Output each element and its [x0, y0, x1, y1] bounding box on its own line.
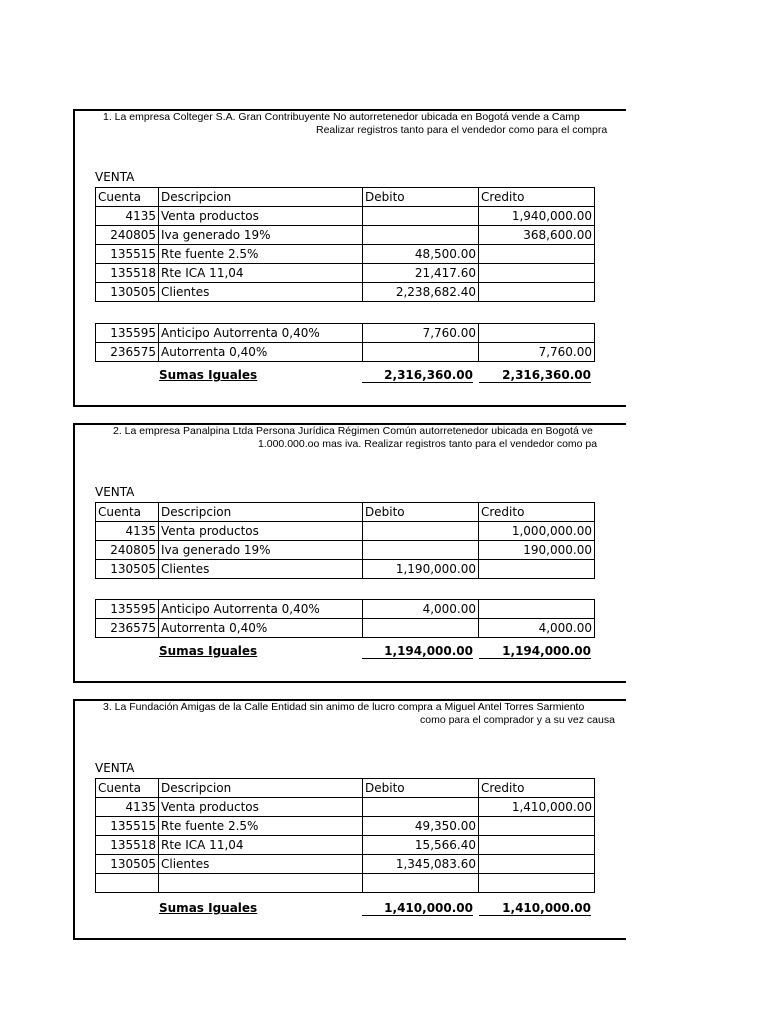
table-row — [96, 836, 595, 855]
table-header-row — [96, 503, 595, 522]
table-row — [96, 226, 595, 245]
header-descripcion: Descripcion — [159, 503, 363, 522]
exercise-statement-line1: 3. La Fundación Amigas de la Calle Entidad sin animo de lucro compra a Miguel Antel Torres Sarmiento — [103, 701, 585, 713]
cell-cuenta: 130505 — [96, 283, 159, 302]
cell-descripcion: Rte fuente 2.5% — [159, 817, 363, 836]
cell-debito: 1,190,000.00 — [363, 560, 479, 579]
header-credito: Credito — [479, 779, 595, 798]
cell-credito — [479, 836, 595, 855]
cell-descripcion: Venta productos — [159, 522, 363, 541]
venta-label: VENTA — [95, 761, 135, 775]
header-cuenta: Cuenta — [96, 503, 159, 522]
table-row — [96, 541, 595, 560]
cell-credito: 190,000.00 — [479, 541, 595, 560]
cell-cuenta: 240805 — [96, 541, 159, 560]
exercise-section-1 — [73, 109, 626, 407]
cell-descripcion: Clientes — [159, 855, 363, 874]
cell-descripcion: Venta productos — [159, 207, 363, 226]
journal-table — [95, 778, 595, 893]
cell-cuenta: 236575 — [96, 619, 159, 638]
cell-credito — [479, 560, 595, 579]
table-row — [96, 600, 595, 619]
total-credito: 1,194,000.00 — [479, 644, 591, 659]
exercise-section-2 — [73, 423, 626, 683]
cell-cuenta: 135595 — [96, 324, 159, 343]
cell-credito: 4,000.00 — [479, 619, 595, 638]
cell-descripcion: Venta productos — [159, 798, 363, 817]
total-credito: 1,410,000.00 — [479, 901, 591, 916]
header-descripcion: Descripcion — [159, 779, 363, 798]
cell-debito: 48,500.00 — [363, 245, 479, 264]
cell-descripcion: Rte ICA 11,04 — [159, 264, 363, 283]
cell-descripcion: Anticipo Autorrenta 0,40% — [159, 324, 363, 343]
cell-descripcion: Iva generado 19% — [159, 226, 363, 245]
cell-cuenta: 135518 — [96, 264, 159, 283]
journal-table — [95, 187, 595, 302]
venta-label: VENTA — [95, 170, 135, 184]
cell-descripcion: Anticipo Autorrenta 0,40% — [159, 600, 363, 619]
cell-credito — [479, 874, 595, 893]
header-debito: Debito — [363, 779, 479, 798]
cell-credito — [479, 817, 595, 836]
table-row — [96, 245, 595, 264]
exercise-statement-line2: como para el comprador y a su vez causa — [420, 714, 615, 726]
total-debito: 1,410,000.00 — [362, 901, 473, 916]
cell-cuenta — [96, 874, 159, 893]
cell-debito — [363, 874, 479, 893]
table-header-row — [96, 188, 595, 207]
cell-debito — [363, 226, 479, 245]
cell-debito — [363, 541, 479, 560]
table-row — [96, 283, 595, 302]
cell-debito — [363, 619, 479, 638]
table-row — [96, 522, 595, 541]
cell-credito — [479, 855, 595, 874]
cell-cuenta: 135595 — [96, 600, 159, 619]
cell-cuenta: 240805 — [96, 226, 159, 245]
table-row — [96, 324, 595, 343]
exercise-statement-line2: Realizar registros tanto para el vendedor como para el compra — [316, 124, 608, 136]
table-row — [96, 343, 595, 362]
cell-debito: 7,760.00 — [363, 324, 479, 343]
cell-debito: 2,238,682.40 — [363, 283, 479, 302]
cell-cuenta: 4135 — [96, 207, 159, 226]
exercise-section-3 — [73, 699, 626, 940]
cell-credito: 368,600.00 — [479, 226, 595, 245]
table-row — [96, 855, 595, 874]
journal-table — [95, 502, 595, 579]
cell-cuenta: 4135 — [96, 522, 159, 541]
cell-cuenta: 135515 — [96, 817, 159, 836]
cell-descripcion: Clientes — [159, 560, 363, 579]
cell-descripcion: Rte ICA 11,04 — [159, 836, 363, 855]
exercise-statement-line1: 1. La empresa Colteger S.A. Gran Contribuyente No autorretenedor ubicada en Bogotá vende a Camp — [103, 111, 580, 123]
table-row — [96, 798, 595, 817]
cell-descripcion: Rte fuente 2.5% — [159, 245, 363, 264]
cell-cuenta: 130505 — [96, 560, 159, 579]
sumas-iguales-label: Sumas Iguales — [159, 901, 258, 915]
header-debito: Debito — [363, 188, 479, 207]
header-cuenta: Cuenta — [96, 188, 159, 207]
cell-descripcion: Clientes — [159, 283, 363, 302]
cell-descripcion — [159, 874, 363, 893]
sumas-iguales-label: Sumas Iguales — [159, 368, 258, 382]
table-row — [96, 817, 595, 836]
cell-debito: 21,417.60 — [363, 264, 479, 283]
header-debito: Debito — [363, 503, 479, 522]
cell-debito: 4,000.00 — [363, 600, 479, 619]
table-row — [96, 874, 595, 893]
header-cuenta: Cuenta — [96, 779, 159, 798]
cell-credito: 1,000,000.00 — [479, 522, 595, 541]
table-row — [96, 264, 595, 283]
total-debito: 2,316,360.00 — [362, 368, 473, 383]
total-credito: 2,316,360.00 — [479, 368, 591, 383]
cell-debito — [363, 522, 479, 541]
cell-cuenta: 130505 — [96, 855, 159, 874]
cell-credito: 1,940,000.00 — [479, 207, 595, 226]
cell-cuenta: 135515 — [96, 245, 159, 264]
cell-cuenta: 4135 — [96, 798, 159, 817]
cell-debito: 1,345,083.60 — [363, 855, 479, 874]
autorrenta-table — [95, 599, 595, 638]
cell-debito — [363, 207, 479, 226]
cell-credito — [479, 324, 595, 343]
cell-credito — [479, 600, 595, 619]
header-credito: Credito — [479, 503, 595, 522]
cell-debito — [363, 343, 479, 362]
table-row — [96, 560, 595, 579]
cell-debito — [363, 798, 479, 817]
cell-descripcion: Autorrenta 0,40% — [159, 343, 363, 362]
autorrenta-table — [95, 323, 595, 362]
table-header-row — [96, 779, 595, 798]
cell-credito — [479, 283, 595, 302]
cell-descripcion: Iva generado 19% — [159, 541, 363, 560]
header-credito: Credito — [479, 188, 595, 207]
exercise-statement-line2: 1.000.000.oo mas iva. Realizar registros tanto para el vendedor como pa — [258, 438, 598, 450]
cell-debito: 49,350.00 — [363, 817, 479, 836]
header-descripcion: Descripcion — [159, 188, 363, 207]
cell-credito — [479, 245, 595, 264]
cell-credito: 1,410,000.00 — [479, 798, 595, 817]
cell-credito — [479, 264, 595, 283]
cell-credito: 7,760.00 — [479, 343, 595, 362]
cell-descripcion: Autorrenta 0,40% — [159, 619, 363, 638]
total-debito: 1,194,000.00 — [362, 644, 473, 659]
venta-label: VENTA — [95, 485, 135, 499]
cell-debito: 15,566.40 — [363, 836, 479, 855]
table-row — [96, 619, 595, 638]
sumas-iguales-label: Sumas Iguales — [159, 644, 258, 658]
table-row — [96, 207, 595, 226]
cell-cuenta: 135518 — [96, 836, 159, 855]
exercise-statement-line1: 2. La empresa Panalpina Ltda Persona Jurídica Régimen Común autorretenedor ubicada en Bogotá ve — [113, 425, 593, 437]
cell-cuenta: 236575 — [96, 343, 159, 362]
